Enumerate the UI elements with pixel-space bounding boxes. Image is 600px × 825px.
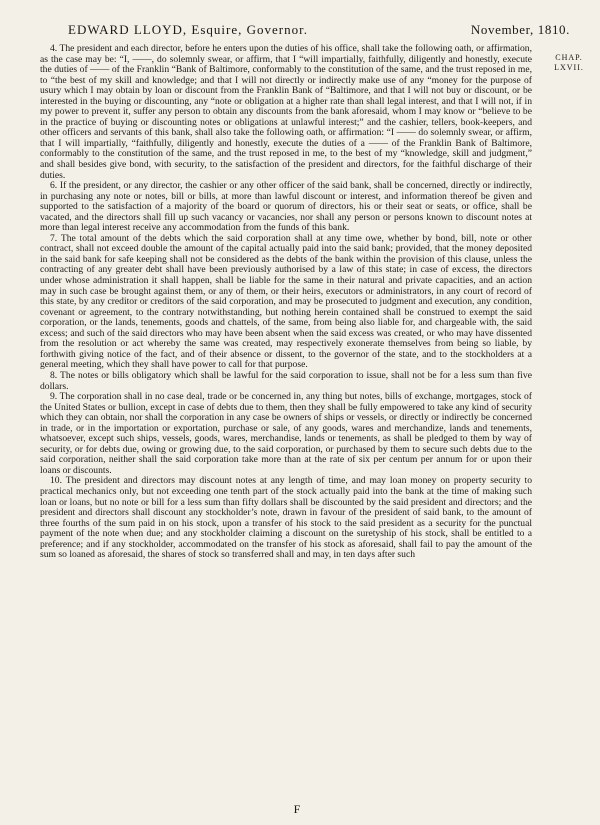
section-paragraph bbox=[40, 234, 532, 371]
section-number: 10. bbox=[50, 475, 62, 487]
section-number: 6. bbox=[50, 180, 58, 192]
section-text: The notes or bills obligatory which shall be lawful for the said corporation to issue, shall not be for a less sum than five dollars. bbox=[40, 369, 532, 392]
section-text: The president and directors may discount notes at any length of time, and may loan money on property security to practical mechanics only, but not exceeding one tenth part of the stock actually paid into the bank at the time of making such loan or loans, but no note or bill for a less sum than fifty dollars shall be discounted by the said president and directors; and the president and directors shall discount any stockholder’s note, drawn in favour of the president of said bank, to the amount of three fourths of the sum paid in on his stock, upon a transfer of his stock to the said president as a security for the punctual payment of the note when due; and any stockholder claiming a discount on the suretyship of his stock, shall be entitled to a preference; and if any stockholder, accommodated on the transfer of his stock as aforesaid, shall fail to pay the amount of the sum so loaned as aforesaid, the shares of stock so transferred shall and may, in ten days after such bbox=[40, 475, 532, 561]
section-number: 7. bbox=[50, 232, 58, 244]
section-paragraph bbox=[40, 371, 532, 392]
section-text: The corporation shall in no case deal, trade or be concerned in, any thing but notes, bills of exchange, mortgages, stock of the United States or bullion, except in case of debts due to them, then they shall be fully empowered to take any kind of security which they can obtain, nor shall the corporation in any case be owners of ships or vessels, or directly or indirectly be concerned in trade, or in the importation or exportation, purchase or sale, of any goods, wares and merchandize, lands and tenements, whatsoever, except such ships, vessels, goods, wares, merchandise, lands or tenements, as shall be pledged to them by way of security, or for debts due, owing or growing due, to the said corporation, or purchased by them to secure such debts due to the said corporation, neither shall the said corporation take more than at the rate of six per centum per annum for or upon their loans or discounts. bbox=[40, 391, 532, 476]
section-number: 4. bbox=[50, 43, 58, 54]
page-header bbox=[40, 20, 570, 42]
running-head: EDWARD LLOYD, Esquire, Governor. bbox=[68, 22, 308, 37]
section-paragraph bbox=[40, 44, 532, 181]
section-text: The president and each director, before he enters upon the duties of his office, shall take the following oath, or affirmation, as the case may be: “I, ——, do solemnly swear, or affirm, that I “will impartially, faithfully, diligently and honestly, execute the duties of —— of the Franklin “Bank of Baltimore, conformably to the constitution of the same, and the trust reposed in me, to “the best of my skill and knowledge; and that I will not directly or indirectly make use of any “money for the purpose of usury which I may obtain by loan or discount from the Franklin Bank of “Baltimore, and that I will not buy or discount, or be interested in the buying or discounting, any “note or obligation at a higher rate than shall legal interest, and that I will not, if in my power to prevent it, suffer any person to obtain any discounts from the bank aforesaid, whom I may know or “believe to be in the practice of buying or discounting notes or obligations at unlawful interest;” and the cashier, tellers, book-keepers, and other officers and servants of this bank, shall also take the following oath, or affirmation: “I —— do solemnly swear, or affirm, that I will impartially, “faithfully, diligently and honestly, execute the duties of a —— of the Franklin Bank of Baltimore, conformably to the constitution of the same, and the trust reposed in me, to the best of my “knowledge, skill and judgment,” and shall besides give bond, with security, to the satisfaction of the president and directors, for the faithful discharge of their duties. bbox=[40, 43, 532, 181]
section-number: 8. bbox=[50, 369, 58, 381]
signature-mark: F bbox=[293, 802, 301, 816]
section-number: 9. bbox=[50, 391, 58, 403]
section-paragraph bbox=[40, 476, 532, 560]
statute-body bbox=[40, 44, 532, 561]
page-date: November, 1810. bbox=[470, 22, 570, 37]
section-paragraph bbox=[40, 181, 532, 234]
section-text: If the president, or any director, the cashier or any other officer of the said bank, shall be concerned, directly or indirectly, in purchasing any note or notes, bill or bills, at more than lawful discount or interest, and information thereof be given and supported to the satisfaction of a majority of the board or quorum of directors, his or their seat or seats, or office, shall be vacated, and the directors shall fill up such vacancy or vacancies, nor shall any person or persons known to discount notes at more than legal interest receive any accommodation from the funds of this bank. bbox=[40, 180, 533, 234]
chapter-label: CHAP. bbox=[555, 53, 583, 62]
chapter-number: LXVII. bbox=[554, 63, 584, 72]
chapter-marginal-note bbox=[540, 53, 598, 73]
section-text: The total amount of the debts which the said corporation shall at any time owe, whether by bond, bill, note or other contract, shall not exceed double the amount of the capital actually paid into the said bank; provided, that the money deposited in the said bank for safe keeping shall not be considered as the debts of the bank within the provision of this clause, unless the contracting of any greater debt shall have been previously authorised by a law of this state; in case of excess, the directors under whose administration it shall happen, shall be liable for the same in their natural and private capacities, and an action may in such case be brought against them, or any of them, or their heirs, executors or administrators, in any court of record of this state, by any creditor or creditors of the said corporation, and may be prosecuted to judgment and execution, any condition, covenant or agreement, to the contrary notwithstanding, but nothing herein contained shall be construed to exempt the said corporation, or the lands, tenements, goods and chattels, of the same, from being also liable for, and chargeable with, the said excess; and such of the said directors who may have been absent when the said excess was created, or who may have dissented from the resolution or act whereby the same was created, may respectively exonerate themselves from being so liable, by forthwith giving notice of the fact, and of their absence or dissent, to the governor of the state, and to the stockholders at a general meeting, which they shall have power to call for that purpose. bbox=[40, 232, 533, 371]
section-paragraph bbox=[40, 392, 532, 476]
